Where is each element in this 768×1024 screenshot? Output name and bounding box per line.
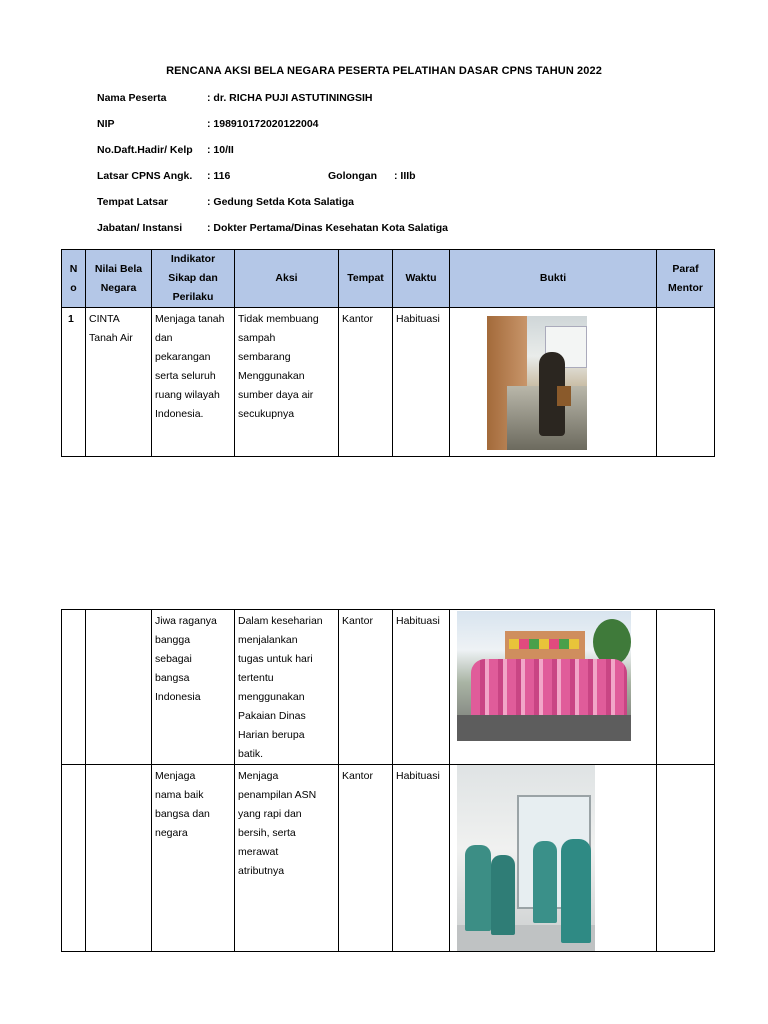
header-paraf-mentor: Paraf Mentor (657, 250, 715, 308)
evidence-photo-group-batik (457, 611, 631, 741)
paraf-cell (657, 765, 715, 952)
waktu-text: Habituasi (396, 313, 440, 325)
header-tempat: Tempat (339, 250, 393, 308)
tempat-value: : Gedung Setda Kota Salatiga (207, 196, 355, 208)
header-aksi: Aksi (235, 250, 339, 308)
header-indikator: Indikator Sikap dan Perilaku (152, 250, 235, 308)
tempat-text: Kantor (342, 313, 373, 325)
indikator-text: Jiwa raganya bangga sebagai bangsa Indonesia (155, 615, 217, 703)
golongan-value: : IIIb (394, 170, 416, 182)
golongan-label: Golongan (328, 170, 377, 182)
nip-value: : 198910172020122004 (207, 118, 319, 130)
header-waktu: Waktu (393, 250, 450, 308)
nip-label: NIP (97, 118, 115, 130)
table-header-row (62, 250, 715, 308)
daftar-value: : 10/II (207, 144, 234, 156)
latsar-label: Latsar CPNS Angk. (97, 170, 193, 182)
header-nilai-bela-negara: Nilai Bela Negara (86, 250, 152, 308)
aksi-text: Menjaga penampilan ASN yang rapi dan bersih, serta merawat atributnya (238, 770, 317, 877)
evidence-photo-staff-gowns (457, 765, 595, 951)
waktu-text: Habituasi (396, 615, 440, 627)
action-plan-table-continued (61, 609, 715, 952)
jabatan-value: : Dokter Pertama/Dinas Kesehatan Kota Salatiga (207, 222, 448, 234)
jabatan-label: Jabatan/ Instansi (97, 222, 183, 234)
aksi-text: Dalam keseharian menjalankan tugas untuk hari tertentu menggunakan Pakaian Dinas Harian berupa batik. (238, 615, 323, 760)
bukti-cell (450, 610, 657, 765)
paraf-cell (657, 308, 715, 457)
row-number: 1 (68, 313, 74, 325)
table-row (62, 765, 715, 952)
tempat-text: Kantor (342, 770, 373, 782)
evidence-photo-hallway (487, 316, 587, 450)
table-row (62, 308, 715, 457)
bukti-cell (450, 765, 657, 952)
indikator-text: Menjaga tanah dan pekarangan serta seluruh ruang wilayah Indonesia. (155, 313, 225, 420)
indikator-text: Menjaga nama baik bangsa dan negara (155, 770, 210, 839)
nama-label: Nama Peserta (97, 92, 167, 104)
waktu-text: Habituasi (396, 770, 440, 782)
latsar-value: : 116 (207, 170, 231, 182)
tempat-label: Tempat Latsar (97, 196, 168, 208)
bukti-cell (450, 308, 657, 457)
document-title: RENCANA AKSI BELA NEGARA PESERTA PELATIHAN DASAR CPNS TAHUN 2022 (166, 65, 602, 77)
nilai-bela-negara: CINTA Tanah Air (89, 313, 133, 344)
header-no: N o (62, 250, 86, 308)
nama-value: : dr. RICHA PUJI ASTUTININGSIH (207, 92, 373, 104)
header-bukti: Bukti (450, 250, 657, 308)
paraf-cell (657, 610, 715, 765)
table-row (62, 610, 715, 765)
tempat-text: Kantor (342, 615, 373, 627)
action-plan-table (61, 249, 715, 457)
daftar-label: No.Daft.Hadir/ Kelp (97, 144, 193, 156)
aksi-text: Tidak membuang sampah sembarang Menggunakan sumber daya air secukupnya (238, 313, 319, 420)
